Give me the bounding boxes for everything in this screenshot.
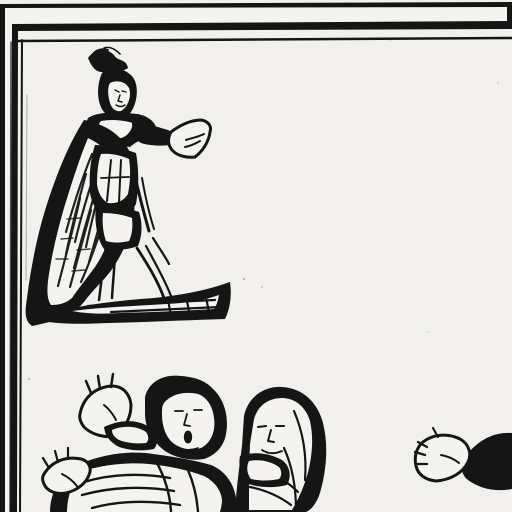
standing-caped-figure xyxy=(26,47,231,326)
hooded-figure xyxy=(235,387,326,512)
reaching-hand xyxy=(415,428,512,490)
startled-figure xyxy=(43,374,237,512)
